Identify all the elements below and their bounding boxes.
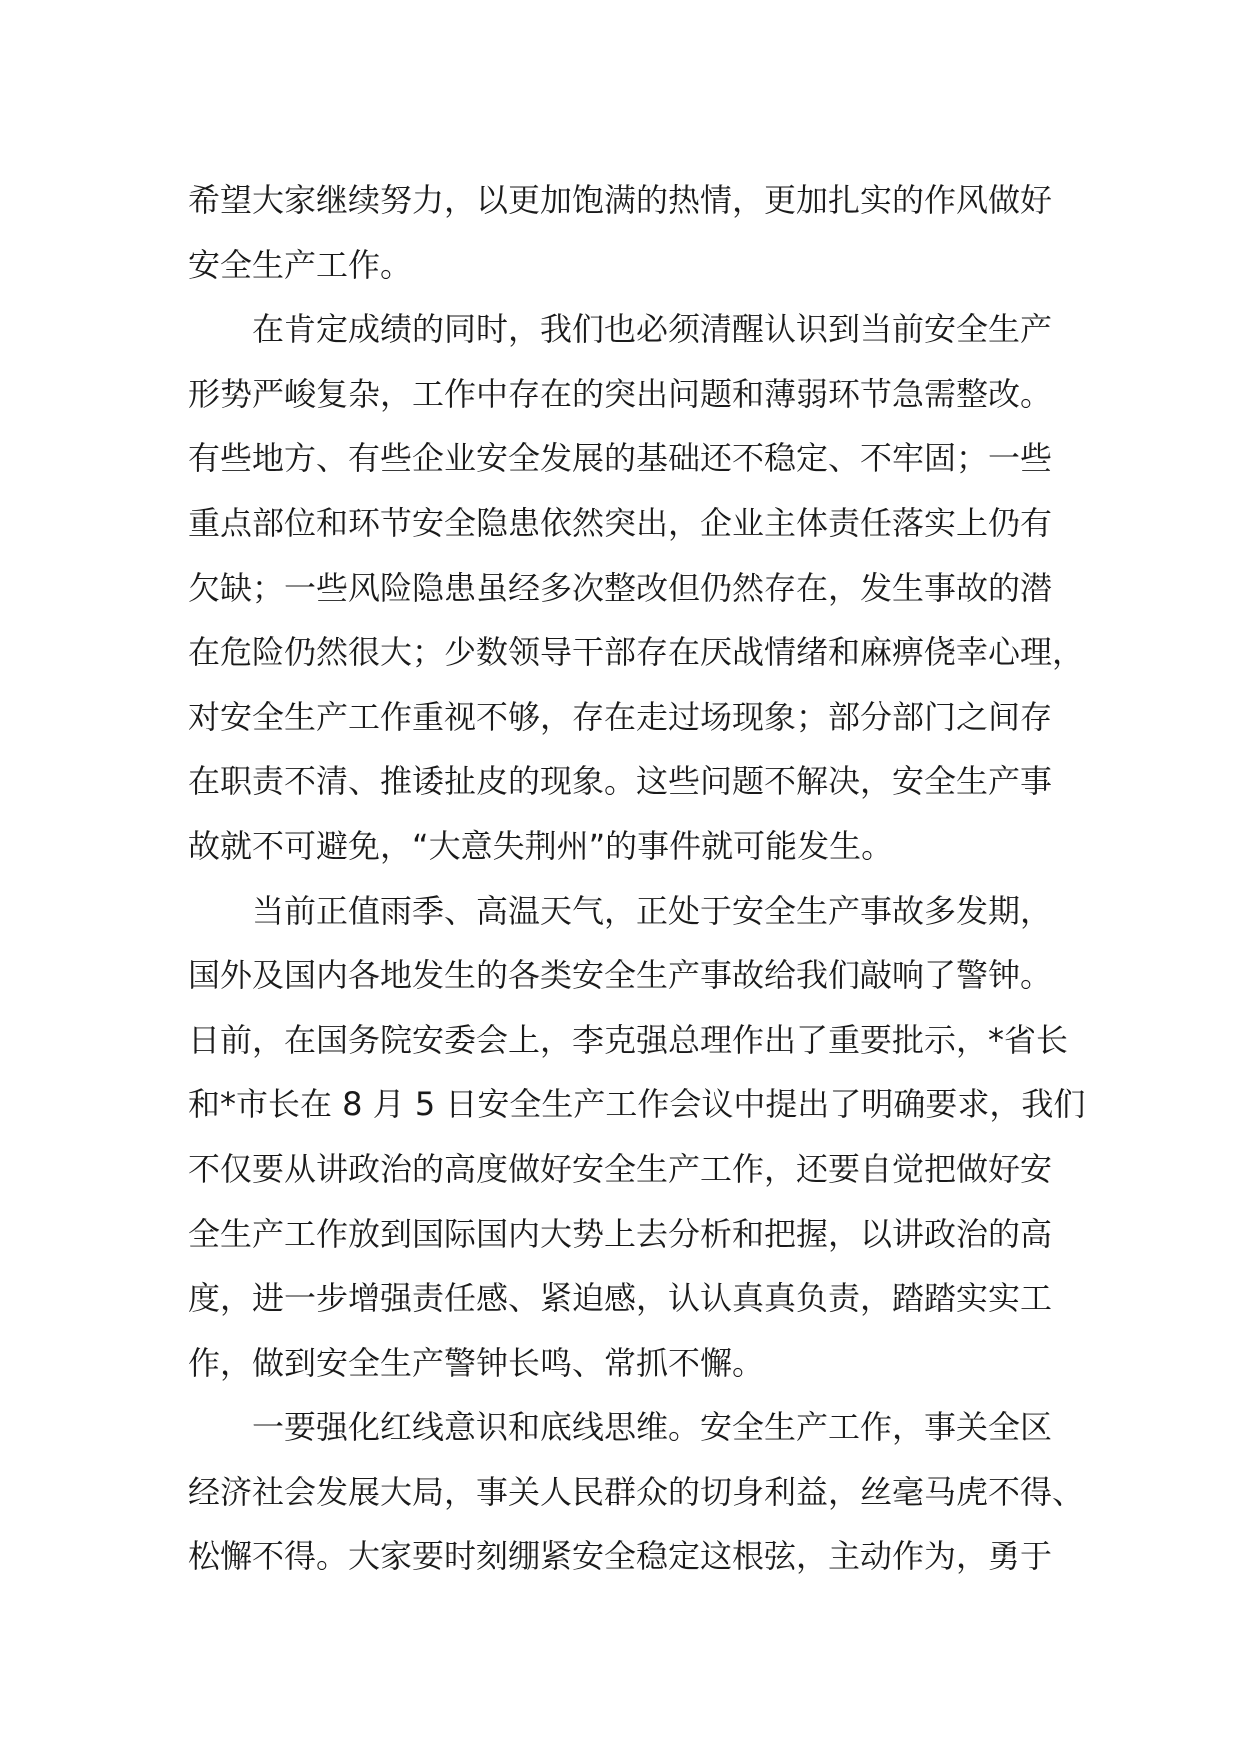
text-line: 对安全生产工作重视不够，存在走过场现象；部分部门之间存 [188, 697, 1053, 736]
text-line: 作，做到安全生产警钟长鸣、常抓不懈。 [188, 1343, 765, 1382]
text-line: 欠缺；一些风险隐患虽经多次整改但仍然存在，发生事故的潜 [188, 568, 1053, 607]
paragraph-2 [188, 297, 1088, 878]
text-line: 在职责不清、推诿扯皮的现象。这些问题不解决，安全生产事 [188, 762, 1053, 801]
text-line: 在肯定成绩的同时，我们也必须清醒认识到当前安全生产 [252, 310, 1053, 349]
text-line: 有些地方、有些企业安全发展的基础还不稳定、不牢固；一些 [188, 439, 1053, 478]
document-body [188, 168, 1088, 1589]
text-line: 重点部位和环节安全隐患依然突出，企业主体责任落实上仍有 [188, 503, 1053, 542]
text-line: 日前，在国务院安委会上，李克强总理作出了重要批示，*省长 [188, 1020, 1069, 1059]
text-line: 希望大家继续努力，以更加饱满的热情，更加扎实的作风做好 [188, 181, 1053, 219]
text-line: 故就不可避免，“大意失荆州”的事件就可能发生。 [188, 826, 894, 865]
paragraph-4 [188, 1395, 1088, 1589]
text-line: 度，进一步增强责任感、紧迫感，认认真真负责，踏踏实实工 [188, 1279, 1053, 1318]
text-line: 和*市长在 8 月 5 日安全生产工作会议中提出了明确要求，我们 [188, 1085, 1086, 1124]
text-line: 全生产工作放到国际国内大势上去分析和把握，以讲政治的高 [188, 1214, 1053, 1253]
text-line: 在危险仍然很大；少数领导干部存在厌战情绪和麻痹侥幸心理， [188, 633, 1085, 672]
text-line: 一要强化红线意识和底线思维。安全生产工作，事关全区 [252, 1408, 1053, 1447]
text-line: 松懈不得。大家要时刻绷紧安全稳定这根弦，主动作为，勇于 [188, 1537, 1053, 1576]
paragraph-1 [188, 168, 1088, 297]
text-line: 形势严峻复杂，工作中存在的突出问题和薄弱环节急需整改。 [188, 374, 1053, 413]
text-line: 不仅要从讲政治的高度做好安全生产工作，还要自觉把做好安 [188, 1149, 1053, 1188]
text-line: 安全生产工作。 [188, 245, 413, 284]
text-line: 经济社会发展大局，事关人民群众的切身利益，丝毫马虎不得、 [188, 1472, 1085, 1511]
text-line: 当前正值雨季、高温天气，正处于安全生产事故多发期， [252, 891, 1053, 930]
text-line: 国外及国内各地发生的各类安全生产事故给我们敲响了警钟。 [188, 956, 1053, 995]
paragraph-3 [188, 879, 1088, 1396]
